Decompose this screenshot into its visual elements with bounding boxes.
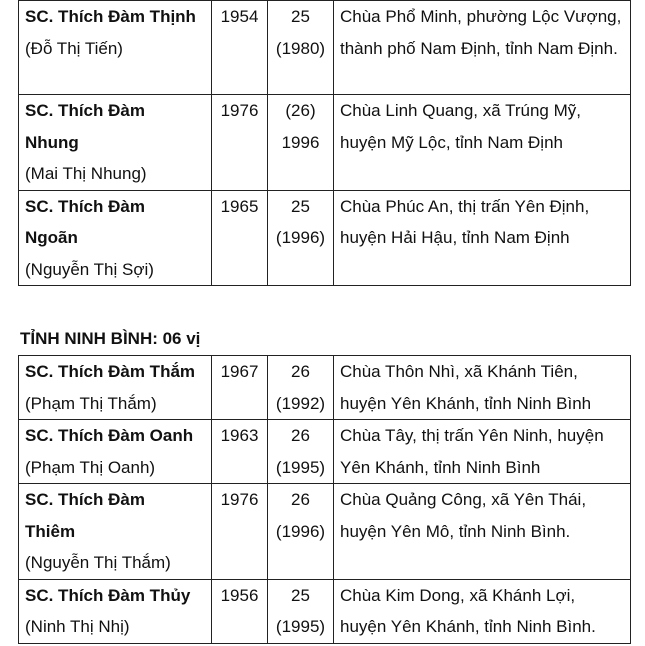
- table-row: [19, 190, 631, 286]
- lay-name: (Phạm Thị Oanh): [25, 457, 156, 477]
- ordination-cell: [268, 190, 334, 286]
- lay-name: (Ninh Thị Nhị): [25, 617, 130, 636]
- dharma-name: SC. Thích Đàm: [25, 490, 145, 509]
- ordination-year: (1996): [275, 521, 326, 541]
- lay-name: (Nguyễn Thị Thắm): [25, 553, 171, 572]
- ordination-age: 26: [291, 490, 310, 509]
- nun-name-cell: [19, 356, 212, 420]
- ordination-age: 25: [291, 585, 310, 605]
- dharma-name: SC. Thích Đàm Thủy: [25, 585, 191, 605]
- birth-year: 1956: [212, 579, 268, 643]
- nun-name-cell: [19, 579, 212, 643]
- temple-address: Chùa Phổ Minh, phường Lộc Vượng, thành phố Nam Định, tỉnh Nam Định.: [334, 1, 631, 95]
- table-row: [19, 579, 631, 643]
- dharma-name: SC. Thích Đàm Oanh: [25, 426, 194, 445]
- ordination-age: 25: [291, 7, 310, 26]
- dharma-name: SC. Thích Đàm: [25, 101, 145, 120]
- dharma-name-cont: Thiêm: [25, 521, 76, 541]
- ordination-age: 26: [291, 362, 310, 381]
- table-row: [19, 420, 631, 484]
- temple-address: Chùa Kim Dong, xã Khánh Lợi, huyện Yên Khánh, tỉnh Ninh Bình.: [334, 579, 631, 643]
- birth-year: 1965: [212, 190, 268, 286]
- lay-name: (Mai Thị Nhung): [25, 164, 147, 183]
- lay-name: (Đỗ Thị Tiến): [25, 38, 123, 58]
- dharma-name: SC. Thích Đàm Thịnh: [25, 7, 196, 26]
- temple-address: Chùa Tây, thị trấn Yên Ninh, huyện Yên Khánh, tỉnh Ninh Bình: [334, 420, 631, 484]
- ordination-year: (1996): [275, 228, 326, 247]
- birth-year: 1967: [212, 356, 268, 420]
- birth-year: 1976: [212, 95, 268, 191]
- ninh-binh-table: [18, 355, 631, 644]
- temple-address: Chùa Linh Quang, xã Trúng Mỹ, huyện Mỹ Lộc, tỉnh Nam Định: [334, 95, 631, 191]
- temple-address: Chùa Thôn Nhì, xã Khánh Tiên, huyện Yên Khánh, tỉnh Ninh Bình: [334, 356, 631, 420]
- table-row: [19, 356, 631, 420]
- birth-year: 1976: [212, 484, 268, 580]
- temple-address: Chùa Phúc An, thị trấn Yên Định, huyện Hải Hậu, tỉnh Nam Định: [334, 190, 631, 286]
- table-row: [19, 95, 631, 191]
- dharma-name: SC. Thích Đàm: [25, 196, 145, 216]
- dharma-name: SC. Thích Đàm Thắm: [25, 362, 196, 381]
- ordination-cell: [268, 356, 334, 420]
- ordination-cell: [268, 420, 334, 484]
- temple-address: Chùa Quảng Công, xã Yên Thái, huyện Yên Mô, tỉnh Ninh Bình.: [334, 484, 631, 580]
- nun-name-cell: [19, 190, 212, 286]
- ordination-year: (1995): [275, 457, 326, 477]
- nun-name-cell: [19, 1, 212, 95]
- ordination-year: (1995): [275, 617, 326, 636]
- ordination-cell: [268, 1, 334, 95]
- lay-name: (Nguyễn Thị Sợi): [25, 259, 154, 279]
- birth-year: 1963: [212, 420, 268, 484]
- ordination-cell: [268, 95, 334, 191]
- section-title-ninh-binh: TỈNH NINH BÌNH: 06 vị: [20, 329, 201, 348]
- nun-name-cell: [19, 420, 212, 484]
- ordination-cell: [268, 484, 334, 580]
- nun-name-cell: [19, 484, 212, 580]
- ordination-year: 1996: [281, 132, 320, 152]
- dharma-name-cont: Ngoãn: [25, 228, 78, 247]
- birth-year: 1954: [212, 1, 268, 95]
- dharma-name-cont: Nhung: [25, 132, 79, 152]
- lay-name: (Phạm Thị Thắm): [25, 393, 157, 413]
- ordination-age: 26: [291, 426, 310, 445]
- ordination-year: (1992): [275, 393, 326, 413]
- ordination-year: (1980): [275, 38, 326, 58]
- nam-dinh-table: [18, 0, 631, 286]
- nun-name-cell: [19, 95, 212, 191]
- table-row: [19, 484, 631, 580]
- ordination-age: 25: [291, 196, 310, 216]
- table-row: [19, 1, 631, 95]
- ordination-cell: [268, 579, 334, 643]
- ordination-age: (26): [285, 101, 316, 120]
